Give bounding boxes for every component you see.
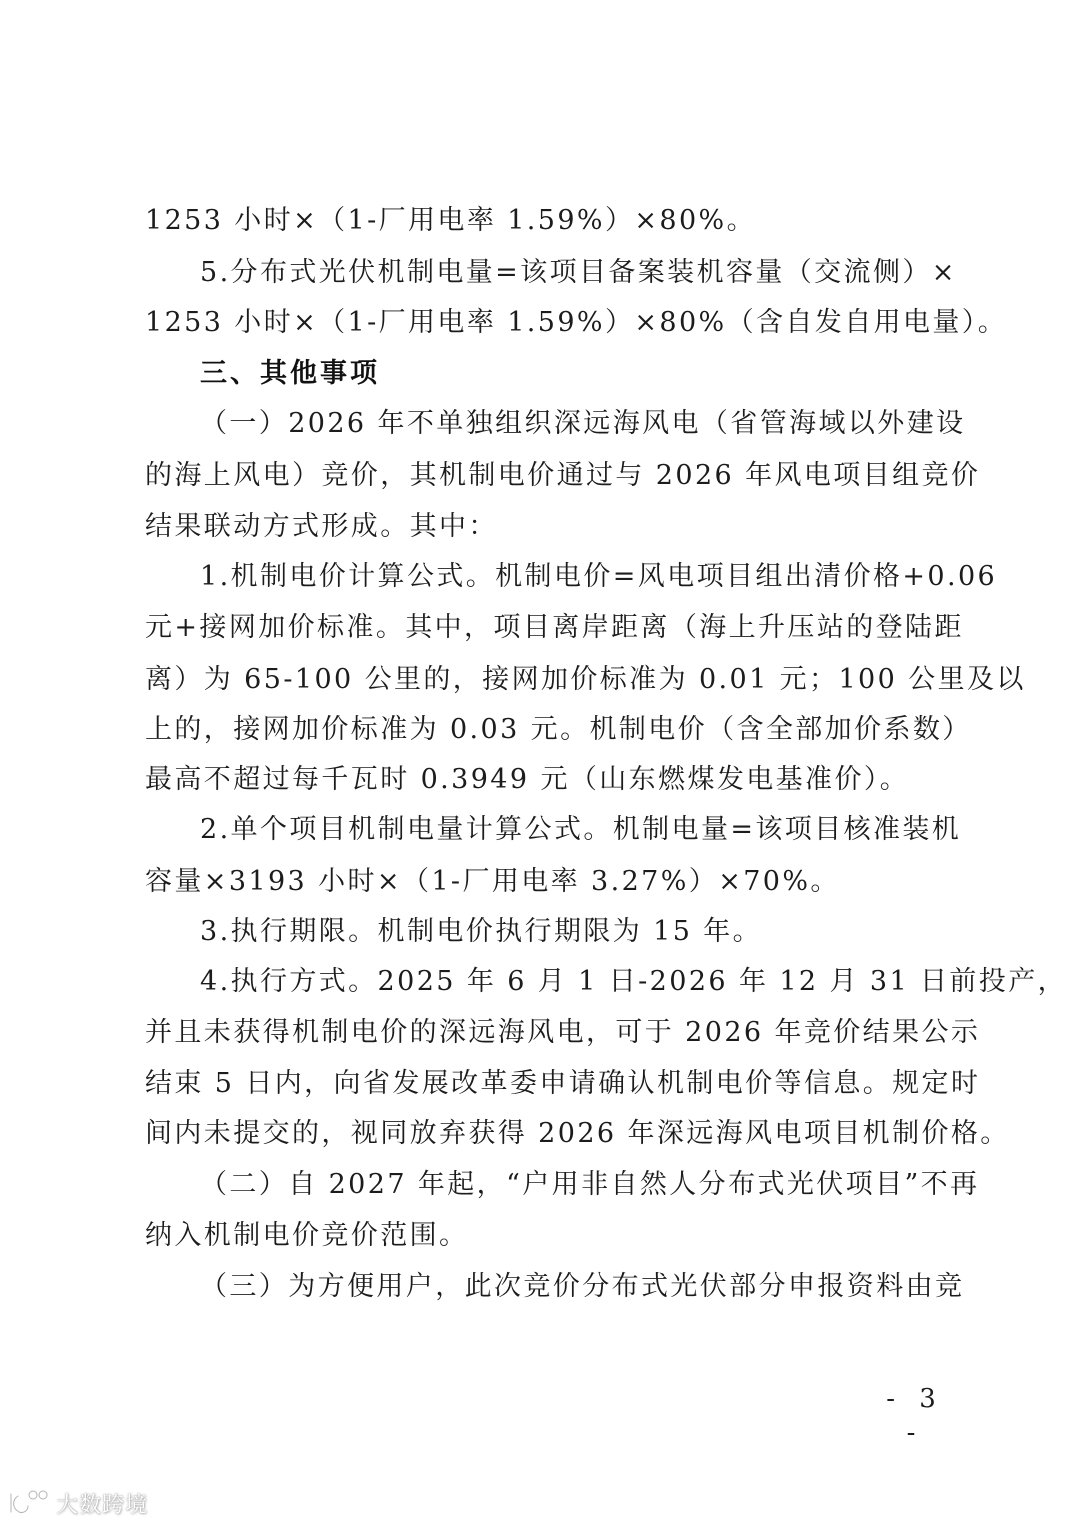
text-line-item-2: 2.单个项目机制电量计算公式。机制电量=该项目核准装机 (200, 814, 962, 845)
watermark-text: 大数跨境 (56, 1492, 149, 1518)
text-line-item-3: 3.执行期限。机制电价执行期限为 15 年。 (200, 916, 763, 947)
watermark (6, 1487, 148, 1519)
text-line-item-1-cont-b: 离）为 65-100 公里的，接网加价标准为 0.01 元；100 公里及以 (145, 664, 1026, 695)
text-line-item-5: 5.分布式光伏机制电量=该项目备案装机容量（交流侧）× (200, 257, 957, 288)
text-line-para-1: （一）2026 年不单独组织深远海风电（省管海域以外建设 (200, 408, 966, 439)
page-number: - 3 - (886, 1384, 944, 1448)
text-line-item-4-cont-a: 并且未获得机制电价的深远海风电，可于 2026 年竞价结果公示 (145, 1017, 981, 1048)
text-line-item-4: 4.执行方式。2025 年 6 月 1 日-2026 年 12 月 31 日前投产， (200, 966, 1068, 997)
text-line-item-1: 1.机制电价计算公式。机制电价=风电项目组出清价格+0.06 (200, 561, 998, 592)
logo-icon (6, 1488, 52, 1518)
text-line-para-1-end: 结果联动方式形成。其中： (145, 511, 498, 542)
section-heading-other-matters: 三、其他事项 (200, 358, 380, 389)
text-line-item-4-end: 间内未提交的，视同放弃获得 2026 年深远海风电项目机制价格。 (145, 1118, 1010, 1149)
text-line-item-1-cont-a: 元+接网加价标准。其中，项目离岸距离（海上升压站的登陆距 (145, 612, 964, 643)
text-line-item-2-end: 容量×3193 小时×（1-厂用电率 3.27%）×70%。 (145, 866, 840, 897)
text-line-item-1-cont-c: 上的，接网加价标准为 0.03 元。机制电价（含全部加价系数） (145, 714, 972, 745)
text-line-para-1-cont: 的海上风电）竞价，其机制电价通过与 2026 年风电项目组竞价 (145, 460, 981, 491)
text-line-item-5-continuation: 1253 小时×（1-厂用电率 1.59%）×80%（含自发自用电量）。 (145, 307, 1008, 338)
text-line-item-4-cont-b: 结束 5 日内，向省发展改革委申请确认机制电价等信息。规定时 (145, 1068, 981, 1099)
text-line-para-3: （三）为方便用户，此次竞价分布式光伏部分申报资料由竞 (200, 1271, 965, 1302)
text-line-para-2: （二）自 2027 年起，“户用非自然人分布式光伏项目”不再 (200, 1169, 980, 1200)
text-line-continuation: 1253 小时×（1-厂用电率 1.59%）×80%。 (145, 205, 757, 236)
text-line-para-2-end: 纳入机制电价竞价范围。 (145, 1220, 469, 1251)
text-line-item-1-end: 最高不超过每千瓦时 0.3949 元（山东燃煤发电基准价）。 (145, 764, 910, 795)
